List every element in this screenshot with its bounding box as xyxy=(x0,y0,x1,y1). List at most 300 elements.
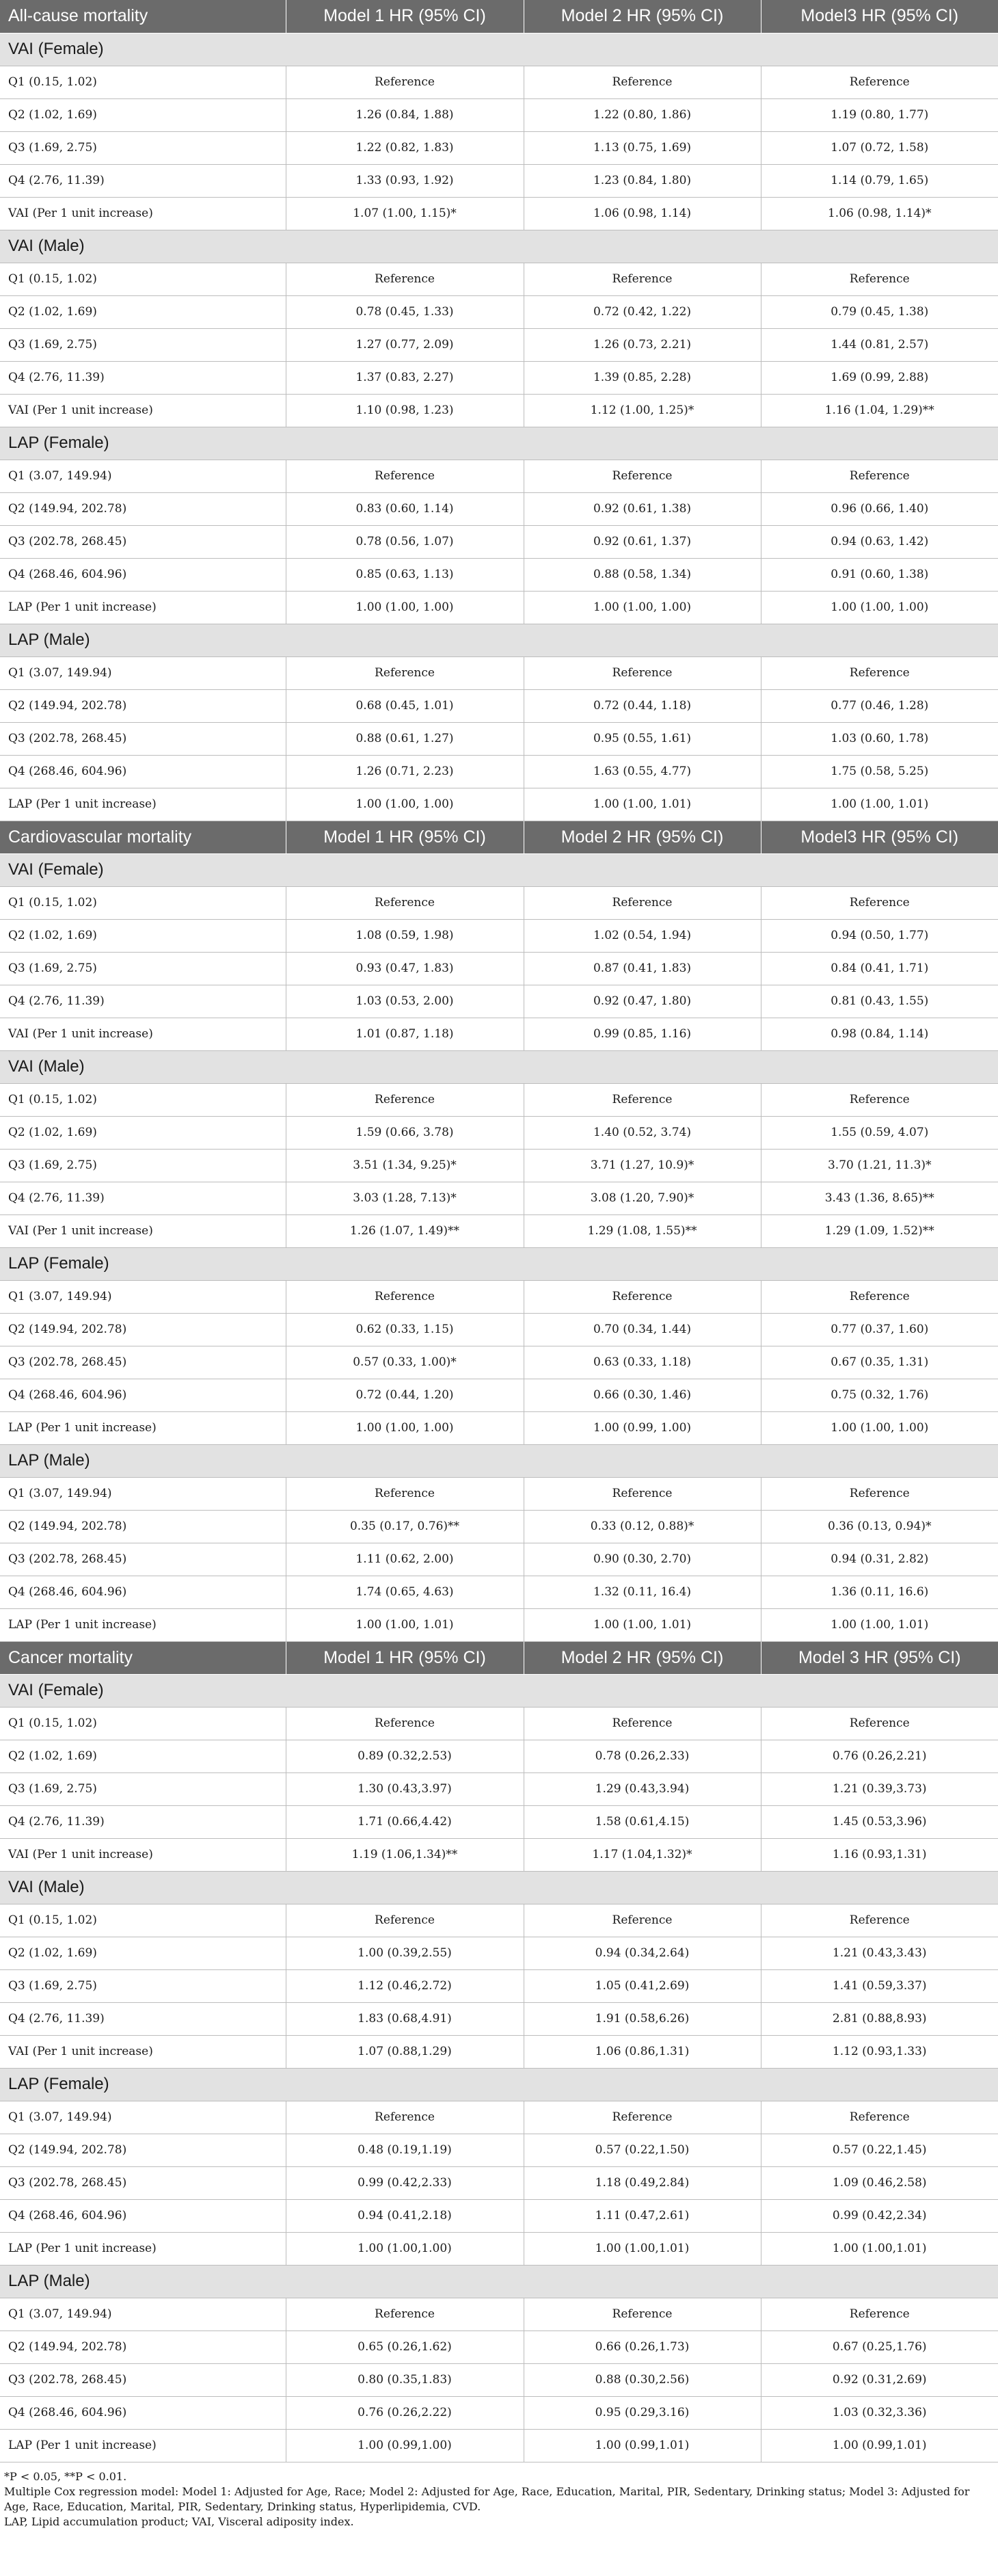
hr-value-model-2: Reference xyxy=(524,1904,761,1937)
row-label: Q1 (3.07, 149.94) xyxy=(0,656,286,689)
hr-value-model-3: 0.77 (0.46, 1.28) xyxy=(761,689,998,722)
hr-value-model-1: Reference xyxy=(286,460,524,492)
row-label: Q2 (149.94, 202.78) xyxy=(0,1313,286,1346)
hr-value-model-2: 1.58 (0.61,4.15) xyxy=(524,1805,761,1838)
row-label: VAI (Per 1 unit increase) xyxy=(0,2035,286,2068)
hr-value-model-1: 0.80 (0.35,1.83) xyxy=(286,2363,524,2396)
row-label: Q1 (0.15, 1.02) xyxy=(0,66,286,98)
hr-value-model-2: 1.00 (1.00, 1.01) xyxy=(524,1608,761,1641)
table-row xyxy=(0,1313,998,1346)
section-header-row xyxy=(0,0,998,33)
row-label: Q1 (0.15, 1.02) xyxy=(0,1083,286,1116)
hr-value-model-2: 1.00 (0.99, 1.00) xyxy=(524,1411,761,1444)
row-label: Q3 (202.78, 268.45) xyxy=(0,1346,286,1379)
footnote-significance: *P < 0.05, **P < 0.01. xyxy=(4,2469,127,2483)
row-label: VAI (Per 1 unit increase) xyxy=(0,1838,286,1871)
hr-value-model-1: 1.71 (0.66,4.42) xyxy=(286,1805,524,1838)
group-label: VAI (Female) xyxy=(0,33,998,66)
hr-value-model-1: 1.10 (0.98, 1.23) xyxy=(286,394,524,427)
hr-value-model-3: 1.19 (0.80, 1.77) xyxy=(761,98,998,131)
table-row xyxy=(0,919,998,952)
hr-value-model-3: 0.36 (0.13, 0.94)* xyxy=(761,1510,998,1543)
row-label: Q4 (2.76, 11.39) xyxy=(0,985,286,1018)
group-header-row xyxy=(0,2265,998,2298)
hr-value-model-1: 0.57 (0.33, 1.00)* xyxy=(286,1346,524,1379)
row-label: Q4 (2.76, 11.39) xyxy=(0,1182,286,1214)
table-row xyxy=(0,460,998,492)
hr-value-model-3: 0.67 (0.35, 1.31) xyxy=(761,1346,998,1379)
group-header-row xyxy=(0,33,998,66)
hr-value-model-3: Reference xyxy=(761,1707,998,1740)
row-label: Q3 (1.69, 2.75) xyxy=(0,1149,286,1182)
table-row xyxy=(0,295,998,328)
hr-value-model-1: 1.03 (0.53, 2.00) xyxy=(286,985,524,1018)
hr-value-model-1: 1.30 (0.43,3.97) xyxy=(286,1772,524,1805)
group-label: VAI (Female) xyxy=(0,1674,998,1707)
hr-value-model-3: 1.00 (1.00, 1.00) xyxy=(761,591,998,624)
hr-value-model-3: 0.77 (0.37, 1.60) xyxy=(761,1313,998,1346)
hr-value-model-1: 1.00 (1.00, 1.01) xyxy=(286,1608,524,1641)
table-row xyxy=(0,1937,998,1969)
hr-value-model-2: 0.95 (0.29,3.16) xyxy=(524,2396,761,2429)
row-label: Q4 (268.46, 604.96) xyxy=(0,755,286,788)
hr-value-model-3: Reference xyxy=(761,1083,998,1116)
table-row xyxy=(0,98,998,131)
column-header-model-2: Model 2 HR (95% CI) xyxy=(524,1641,761,1674)
hr-value-model-1: Reference xyxy=(286,2298,524,2331)
table-row xyxy=(0,1411,998,1444)
row-label: VAI (Per 1 unit increase) xyxy=(0,394,286,427)
hr-value-model-1: 0.35 (0.17, 0.76)** xyxy=(286,1510,524,1543)
row-label: VAI (Per 1 unit increase) xyxy=(0,1018,286,1050)
hr-value-model-3: Reference xyxy=(761,1280,998,1313)
footnote-abbreviations: LAP, Lipid accumulation product; VAI, Visceral adiposity index. xyxy=(4,2514,354,2528)
row-label: Q2 (149.94, 202.78) xyxy=(0,2331,286,2363)
table-row xyxy=(0,2232,998,2265)
group-label: LAP (Male) xyxy=(0,2265,998,2298)
hr-value-model-2: 0.33 (0.12, 0.88)* xyxy=(524,1510,761,1543)
row-label: Q4 (268.46, 604.96) xyxy=(0,2199,286,2232)
hr-value-model-2: Reference xyxy=(524,66,761,98)
hr-value-model-1: 1.33 (0.93, 1.92) xyxy=(286,164,524,197)
hr-value-model-3: 0.94 (0.63, 1.42) xyxy=(761,525,998,558)
row-label: Q1 (0.15, 1.02) xyxy=(0,1707,286,1740)
hr-value-model-2: 1.17 (1.04,1.32)* xyxy=(524,1838,761,1871)
hr-value-model-3: 1.45 (0.53,3.96) xyxy=(761,1805,998,1838)
table-row xyxy=(0,1116,998,1149)
hr-value-model-3: 3.70 (1.21, 11.3)* xyxy=(761,1149,998,1182)
table-row xyxy=(0,558,998,591)
table-row xyxy=(0,2429,998,2462)
group-label: LAP (Female) xyxy=(0,427,998,460)
group-header-row xyxy=(0,230,998,263)
group-label: VAI (Female) xyxy=(0,853,998,886)
hr-value-model-2: 3.71 (1.27, 10.9)* xyxy=(524,1149,761,1182)
hr-value-model-3: 1.14 (0.79, 1.65) xyxy=(761,164,998,197)
row-label: Q2 (149.94, 202.78) xyxy=(0,492,286,525)
table-row xyxy=(0,263,998,295)
hr-value-model-3: Reference xyxy=(761,656,998,689)
table-row xyxy=(0,394,998,427)
hr-value-model-2: 0.66 (0.26,1.73) xyxy=(524,2331,761,2363)
hr-value-model-2: 0.72 (0.42, 1.22) xyxy=(524,295,761,328)
table-row xyxy=(0,1477,998,1510)
hr-value-model-1: 1.26 (0.71, 2.23) xyxy=(286,755,524,788)
hr-value-model-1: Reference xyxy=(286,1707,524,1740)
table-row xyxy=(0,1149,998,1182)
row-label: LAP (Per 1 unit increase) xyxy=(0,1608,286,1641)
row-label: LAP (Per 1 unit increase) xyxy=(0,1411,286,1444)
hr-value-model-2: 0.78 (0.26,2.33) xyxy=(524,1740,761,1772)
section-title: All-cause mortality xyxy=(0,0,286,33)
hr-value-model-3: Reference xyxy=(761,66,998,98)
hr-value-model-1: Reference xyxy=(286,2101,524,2134)
hr-value-model-1: 1.22 (0.82, 1.83) xyxy=(286,131,524,164)
hr-value-model-3: 0.57 (0.22,1.45) xyxy=(761,2134,998,2166)
table-row xyxy=(0,1576,998,1608)
hr-value-model-2: 0.66 (0.30, 1.46) xyxy=(524,1379,761,1411)
table-row xyxy=(0,2134,998,2166)
column-header-model-1: Model 1 HR (95% CI) xyxy=(286,0,524,33)
table-row xyxy=(0,656,998,689)
column-header-model-2: Model 2 HR (95% CI) xyxy=(524,0,761,33)
hr-value-model-3: 0.67 (0.25,1.76) xyxy=(761,2331,998,2363)
table-row xyxy=(0,361,998,394)
row-label: Q3 (1.69, 2.75) xyxy=(0,131,286,164)
row-label: LAP (Per 1 unit increase) xyxy=(0,788,286,821)
hr-value-model-2: 0.57 (0.22,1.50) xyxy=(524,2134,761,2166)
table-row xyxy=(0,2331,998,2363)
hr-value-model-2: 1.00 (1.00, 1.00) xyxy=(524,591,761,624)
table-row xyxy=(0,1904,998,1937)
hr-value-model-2: 1.63 (0.55, 4.77) xyxy=(524,755,761,788)
hr-value-model-2: Reference xyxy=(524,886,761,919)
table-row xyxy=(0,1805,998,1838)
hr-value-model-2: 1.23 (0.84, 1.80) xyxy=(524,164,761,197)
row-label: Q2 (149.94, 202.78) xyxy=(0,689,286,722)
group-label: LAP (Male) xyxy=(0,624,998,656)
table-footnotes xyxy=(0,2462,998,2529)
row-label: Q3 (202.78, 268.45) xyxy=(0,2166,286,2199)
table-row xyxy=(0,755,998,788)
table-row xyxy=(0,2363,998,2396)
hr-value-model-2: 0.95 (0.55, 1.61) xyxy=(524,722,761,755)
hr-value-model-3: Reference xyxy=(761,886,998,919)
hr-value-model-3: 1.00 (1.00, 1.00) xyxy=(761,1411,998,1444)
hr-value-model-1: Reference xyxy=(286,1280,524,1313)
hr-value-model-3: Reference xyxy=(761,263,998,295)
group-header-row xyxy=(0,1871,998,1904)
table-row xyxy=(0,1280,998,1313)
hr-value-model-2: 1.29 (0.43,3.94) xyxy=(524,1772,761,1805)
row-label: Q1 (0.15, 1.02) xyxy=(0,263,286,295)
row-label: Q1 (0.15, 1.02) xyxy=(0,886,286,919)
hr-value-model-3: 0.75 (0.32, 1.76) xyxy=(761,1379,998,1411)
hr-value-model-3: 0.99 (0.42,2.34) xyxy=(761,2199,998,2232)
hr-value-model-1: 0.88 (0.61, 1.27) xyxy=(286,722,524,755)
hr-value-model-1: 0.68 (0.45, 1.01) xyxy=(286,689,524,722)
row-label: Q2 (1.02, 1.69) xyxy=(0,1116,286,1149)
hr-value-model-3: 1.12 (0.93,1.33) xyxy=(761,2035,998,2068)
hr-value-model-2: Reference xyxy=(524,1707,761,1740)
hr-value-model-2: 0.70 (0.34, 1.44) xyxy=(524,1313,761,1346)
hr-value-model-1: Reference xyxy=(286,886,524,919)
row-label: Q4 (2.76, 11.39) xyxy=(0,164,286,197)
table-row xyxy=(0,1608,998,1641)
hr-value-model-2: Reference xyxy=(524,1477,761,1510)
table-row xyxy=(0,1838,998,1871)
row-label: Q4 (2.76, 11.39) xyxy=(0,2002,286,2035)
row-label: Q3 (1.69, 2.75) xyxy=(0,952,286,985)
row-label: Q1 (3.07, 149.94) xyxy=(0,1477,286,1510)
table-row xyxy=(0,2002,998,2035)
table-row xyxy=(0,591,998,624)
row-label: Q1 (3.07, 149.94) xyxy=(0,460,286,492)
hr-value-model-3: 1.36 (0.11, 16.6) xyxy=(761,1576,998,1608)
table-row xyxy=(0,328,998,361)
hr-value-model-1: 1.83 (0.68,4.91) xyxy=(286,2002,524,2035)
footnote-models: Multiple Cox regression model: Model 1: Adjusted for Age, Race; Model 2: Adjusted for Age, Race, Education, Marital, PIR, Sedentary, Drinking status; Model 3: Adjusted for Age, Race, Education, Marital, PIR, Sedentary, Drinking status, Hyperlipidemia, CVD. xyxy=(4,2484,970,2513)
hr-value-model-3: 1.00 (1.00, 1.01) xyxy=(761,788,998,821)
hr-value-model-3: 1.00 (0.99,1.01) xyxy=(761,2429,998,2462)
hr-value-model-2: 0.90 (0.30, 2.70) xyxy=(524,1543,761,1576)
hr-value-model-3: 0.98 (0.84, 1.14) xyxy=(761,1018,998,1050)
hr-value-model-2: 1.06 (0.86,1.31) xyxy=(524,2035,761,2068)
hr-value-model-2: Reference xyxy=(524,1280,761,1313)
row-label: LAP (Per 1 unit increase) xyxy=(0,2232,286,2265)
hr-value-model-2: 1.02 (0.54, 1.94) xyxy=(524,919,761,952)
hr-value-model-1: 1.00 (0.99,1.00) xyxy=(286,2429,524,2462)
hr-value-model-1: Reference xyxy=(286,66,524,98)
row-label: Q4 (268.46, 604.96) xyxy=(0,2396,286,2429)
hr-value-model-2: 1.39 (0.85, 2.28) xyxy=(524,361,761,394)
hr-value-model-2: 1.91 (0.58,6.26) xyxy=(524,2002,761,2035)
hr-value-model-3: Reference xyxy=(761,2101,998,2134)
hr-value-model-1: 1.12 (0.46,2.72) xyxy=(286,1969,524,2002)
row-label: Q3 (202.78, 268.45) xyxy=(0,2363,286,2396)
hr-value-model-3: 1.44 (0.81, 2.57) xyxy=(761,328,998,361)
hr-value-model-3: 0.91 (0.60, 1.38) xyxy=(761,558,998,591)
hr-value-model-1: 1.07 (0.88,1.29) xyxy=(286,2035,524,2068)
hr-value-model-2: 1.18 (0.49,2.84) xyxy=(524,2166,761,2199)
hr-value-model-2: 0.88 (0.30,2.56) xyxy=(524,2363,761,2396)
hr-value-model-3: 0.94 (0.50, 1.77) xyxy=(761,919,998,952)
row-label: Q3 (1.69, 2.75) xyxy=(0,328,286,361)
hr-value-model-1: 1.00 (1.00,1.00) xyxy=(286,2232,524,2265)
hr-value-model-1: 1.00 (0.39,2.55) xyxy=(286,1937,524,1969)
row-label: Q3 (202.78, 268.45) xyxy=(0,525,286,558)
hr-value-model-3: 1.00 (1.00, 1.01) xyxy=(761,1608,998,1641)
hr-value-model-2: 1.06 (0.98, 1.14) xyxy=(524,197,761,230)
table-row xyxy=(0,1969,998,2002)
row-label: Q3 (1.69, 2.75) xyxy=(0,1969,286,2002)
row-label: Q4 (2.76, 11.39) xyxy=(0,1805,286,1838)
hr-value-model-3: 3.43 (1.36, 8.65)** xyxy=(761,1182,998,1214)
table-row xyxy=(0,131,998,164)
hr-value-model-1: 1.00 (1.00, 1.00) xyxy=(286,788,524,821)
hr-value-model-3: 1.69 (0.99, 2.88) xyxy=(761,361,998,394)
hr-value-model-1: Reference xyxy=(286,1083,524,1116)
row-label: Q2 (149.94, 202.78) xyxy=(0,1510,286,1543)
hr-value-model-1: 1.07 (1.00, 1.15)* xyxy=(286,197,524,230)
hr-value-model-2: 0.92 (0.61, 1.38) xyxy=(524,492,761,525)
hr-value-model-2: 1.11 (0.47,2.61) xyxy=(524,2199,761,2232)
hr-value-model-3: 1.07 (0.72, 1.58) xyxy=(761,131,998,164)
column-header-model-3: Model3 HR (95% CI) xyxy=(761,821,998,853)
table-row xyxy=(0,197,998,230)
hr-value-model-1: 3.03 (1.28, 7.13)* xyxy=(286,1182,524,1214)
hr-value-model-1: 1.11 (0.62, 2.00) xyxy=(286,1543,524,1576)
hr-value-model-1: 0.94 (0.41,2.18) xyxy=(286,2199,524,2232)
hr-value-model-1: 3.51 (1.34, 9.25)* xyxy=(286,1149,524,1182)
hr-value-model-1: Reference xyxy=(286,1904,524,1937)
hr-value-model-2: 0.99 (0.85, 1.16) xyxy=(524,1018,761,1050)
hr-value-model-1: 1.00 (1.00, 1.00) xyxy=(286,591,524,624)
hr-value-model-1: 1.01 (0.87, 1.18) xyxy=(286,1018,524,1050)
hr-value-model-3: 1.21 (0.43,3.43) xyxy=(761,1937,998,1969)
row-label: Q3 (202.78, 268.45) xyxy=(0,722,286,755)
table-row xyxy=(0,2199,998,2232)
hr-value-model-1: 0.85 (0.63, 1.13) xyxy=(286,558,524,591)
hr-value-model-2: 1.40 (0.52, 3.74) xyxy=(524,1116,761,1149)
row-label: Q2 (1.02, 1.69) xyxy=(0,1740,286,1772)
table-row xyxy=(0,2396,998,2429)
table-row xyxy=(0,689,998,722)
table-row xyxy=(0,1182,998,1214)
hr-value-model-3: 0.96 (0.66, 1.40) xyxy=(761,492,998,525)
hr-value-model-2: 1.22 (0.80, 1.86) xyxy=(524,98,761,131)
hr-value-model-1: 0.89 (0.32,2.53) xyxy=(286,1740,524,1772)
hr-value-model-3: Reference xyxy=(761,1904,998,1937)
hr-value-model-2: Reference xyxy=(524,2101,761,2134)
table-row xyxy=(0,788,998,821)
column-header-model-3: Model 3 HR (95% CI) xyxy=(761,1641,998,1674)
group-header-row xyxy=(0,1050,998,1083)
hr-value-model-2: 1.00 (0.99,1.01) xyxy=(524,2429,761,2462)
table-row xyxy=(0,1214,998,1247)
hr-value-model-2: 1.32 (0.11, 16.4) xyxy=(524,1576,761,1608)
row-label: Q4 (2.76, 11.39) xyxy=(0,361,286,394)
table-row xyxy=(0,66,998,98)
hr-value-model-3: 1.29 (1.09, 1.52)** xyxy=(761,1214,998,1247)
hr-value-model-1: 1.59 (0.66, 3.78) xyxy=(286,1116,524,1149)
table-row xyxy=(0,722,998,755)
row-label: LAP (Per 1 unit increase) xyxy=(0,2429,286,2462)
hr-value-model-1: 1.37 (0.83, 2.27) xyxy=(286,361,524,394)
row-label: Q1 (0.15, 1.02) xyxy=(0,1904,286,1937)
row-label: Q2 (1.02, 1.69) xyxy=(0,295,286,328)
row-label: Q2 (1.02, 1.69) xyxy=(0,1937,286,1969)
hr-value-model-3: 1.55 (0.59, 4.07) xyxy=(761,1116,998,1149)
table-row xyxy=(0,2166,998,2199)
hr-value-model-3: 0.81 (0.43, 1.55) xyxy=(761,985,998,1018)
row-label: Q3 (202.78, 268.45) xyxy=(0,1543,286,1576)
table-row xyxy=(0,2101,998,2134)
table-row xyxy=(0,492,998,525)
group-label: LAP (Female) xyxy=(0,1247,998,1280)
hr-value-model-3: 0.94 (0.31, 2.82) xyxy=(761,1543,998,1576)
hr-value-model-2: 1.00 (1.00,1.01) xyxy=(524,2232,761,2265)
section-title: Cardiovascular mortality xyxy=(0,821,286,853)
group-label: VAI (Male) xyxy=(0,1871,998,1904)
row-label: Q1 (3.07, 149.94) xyxy=(0,1280,286,1313)
hr-value-model-1: Reference xyxy=(286,263,524,295)
hr-value-model-3: 0.76 (0.26,2.21) xyxy=(761,1740,998,1772)
hr-value-model-1: 0.48 (0.19,1.19) xyxy=(286,2134,524,2166)
section-title: Cancer mortality xyxy=(0,1641,286,1674)
hr-value-model-3: Reference xyxy=(761,1477,998,1510)
table-row xyxy=(0,2298,998,2331)
hr-value-model-3: 1.16 (0.93,1.31) xyxy=(761,1838,998,1871)
hr-value-model-2: 1.26 (0.73, 2.21) xyxy=(524,328,761,361)
group-header-row xyxy=(0,2068,998,2101)
hr-value-model-3: 1.16 (1.04, 1.29)** xyxy=(761,394,998,427)
hr-value-model-3: 1.03 (0.60, 1.78) xyxy=(761,722,998,755)
hr-value-model-2: 0.88 (0.58, 1.34) xyxy=(524,558,761,591)
group-header-row xyxy=(0,1247,998,1280)
hr-value-model-1: 0.65 (0.26,1.62) xyxy=(286,2331,524,2363)
table-row xyxy=(0,1707,998,1740)
hr-value-model-1: 0.78 (0.45, 1.33) xyxy=(286,295,524,328)
hr-value-model-2: 0.72 (0.44, 1.18) xyxy=(524,689,761,722)
hr-value-model-1: 0.62 (0.33, 1.15) xyxy=(286,1313,524,1346)
hr-value-model-3: 1.75 (0.58, 5.25) xyxy=(761,755,998,788)
table-row xyxy=(0,1543,998,1576)
hr-value-model-3: Reference xyxy=(761,460,998,492)
hr-value-model-3: 2.81 (0.88,8.93) xyxy=(761,2002,998,2035)
hr-value-model-1: Reference xyxy=(286,656,524,689)
table-row xyxy=(0,2035,998,2068)
table-row xyxy=(0,886,998,919)
hr-value-model-3: Reference xyxy=(761,2298,998,2331)
hr-value-model-2: 0.92 (0.47, 1.80) xyxy=(524,985,761,1018)
hr-value-model-3: 1.41 (0.59,3.37) xyxy=(761,1969,998,2002)
hr-value-model-1: 1.74 (0.65, 4.63) xyxy=(286,1576,524,1608)
group-label: LAP (Female) xyxy=(0,2068,998,2101)
section-header-row xyxy=(0,1641,998,1674)
row-label: Q2 (1.02, 1.69) xyxy=(0,919,286,952)
column-header-model-2: Model 2 HR (95% CI) xyxy=(524,821,761,853)
hr-value-model-2: Reference xyxy=(524,460,761,492)
table-row xyxy=(0,1083,998,1116)
hr-value-model-1: 1.19 (1.06,1.34)** xyxy=(286,1838,524,1871)
hr-value-model-2: 1.13 (0.75, 1.69) xyxy=(524,131,761,164)
column-header-model-3: Model3 HR (95% CI) xyxy=(761,0,998,33)
hr-value-model-2: Reference xyxy=(524,2298,761,2331)
row-label: Q4 (268.46, 604.96) xyxy=(0,1576,286,1608)
row-label: Q4 (268.46, 604.96) xyxy=(0,558,286,591)
hr-value-model-3: 1.21 (0.39,3.73) xyxy=(761,1772,998,1805)
table-row xyxy=(0,952,998,985)
row-label: VAI (Per 1 unit increase) xyxy=(0,1214,286,1247)
table-row xyxy=(0,1772,998,1805)
hr-value-model-2: Reference xyxy=(524,656,761,689)
hr-value-model-1: 1.27 (0.77, 2.09) xyxy=(286,328,524,361)
hr-value-model-1: 0.76 (0.26,2.22) xyxy=(286,2396,524,2429)
hr-value-model-2: 0.92 (0.61, 1.37) xyxy=(524,525,761,558)
column-header-model-1: Model 1 HR (95% CI) xyxy=(286,821,524,853)
hr-value-model-1: 0.99 (0.42,2.33) xyxy=(286,2166,524,2199)
group-label: LAP (Male) xyxy=(0,1444,998,1477)
hr-value-model-3: 0.84 (0.41, 1.71) xyxy=(761,952,998,985)
row-label: Q3 (1.69, 2.75) xyxy=(0,1772,286,1805)
hr-value-model-2: 0.94 (0.34,2.64) xyxy=(524,1937,761,1969)
row-label: Q2 (149.94, 202.78) xyxy=(0,2134,286,2166)
hr-value-model-1: 0.78 (0.56, 1.07) xyxy=(286,525,524,558)
group-label: VAI (Male) xyxy=(0,1050,998,1083)
group-header-row xyxy=(0,427,998,460)
hr-value-model-2: Reference xyxy=(524,263,761,295)
